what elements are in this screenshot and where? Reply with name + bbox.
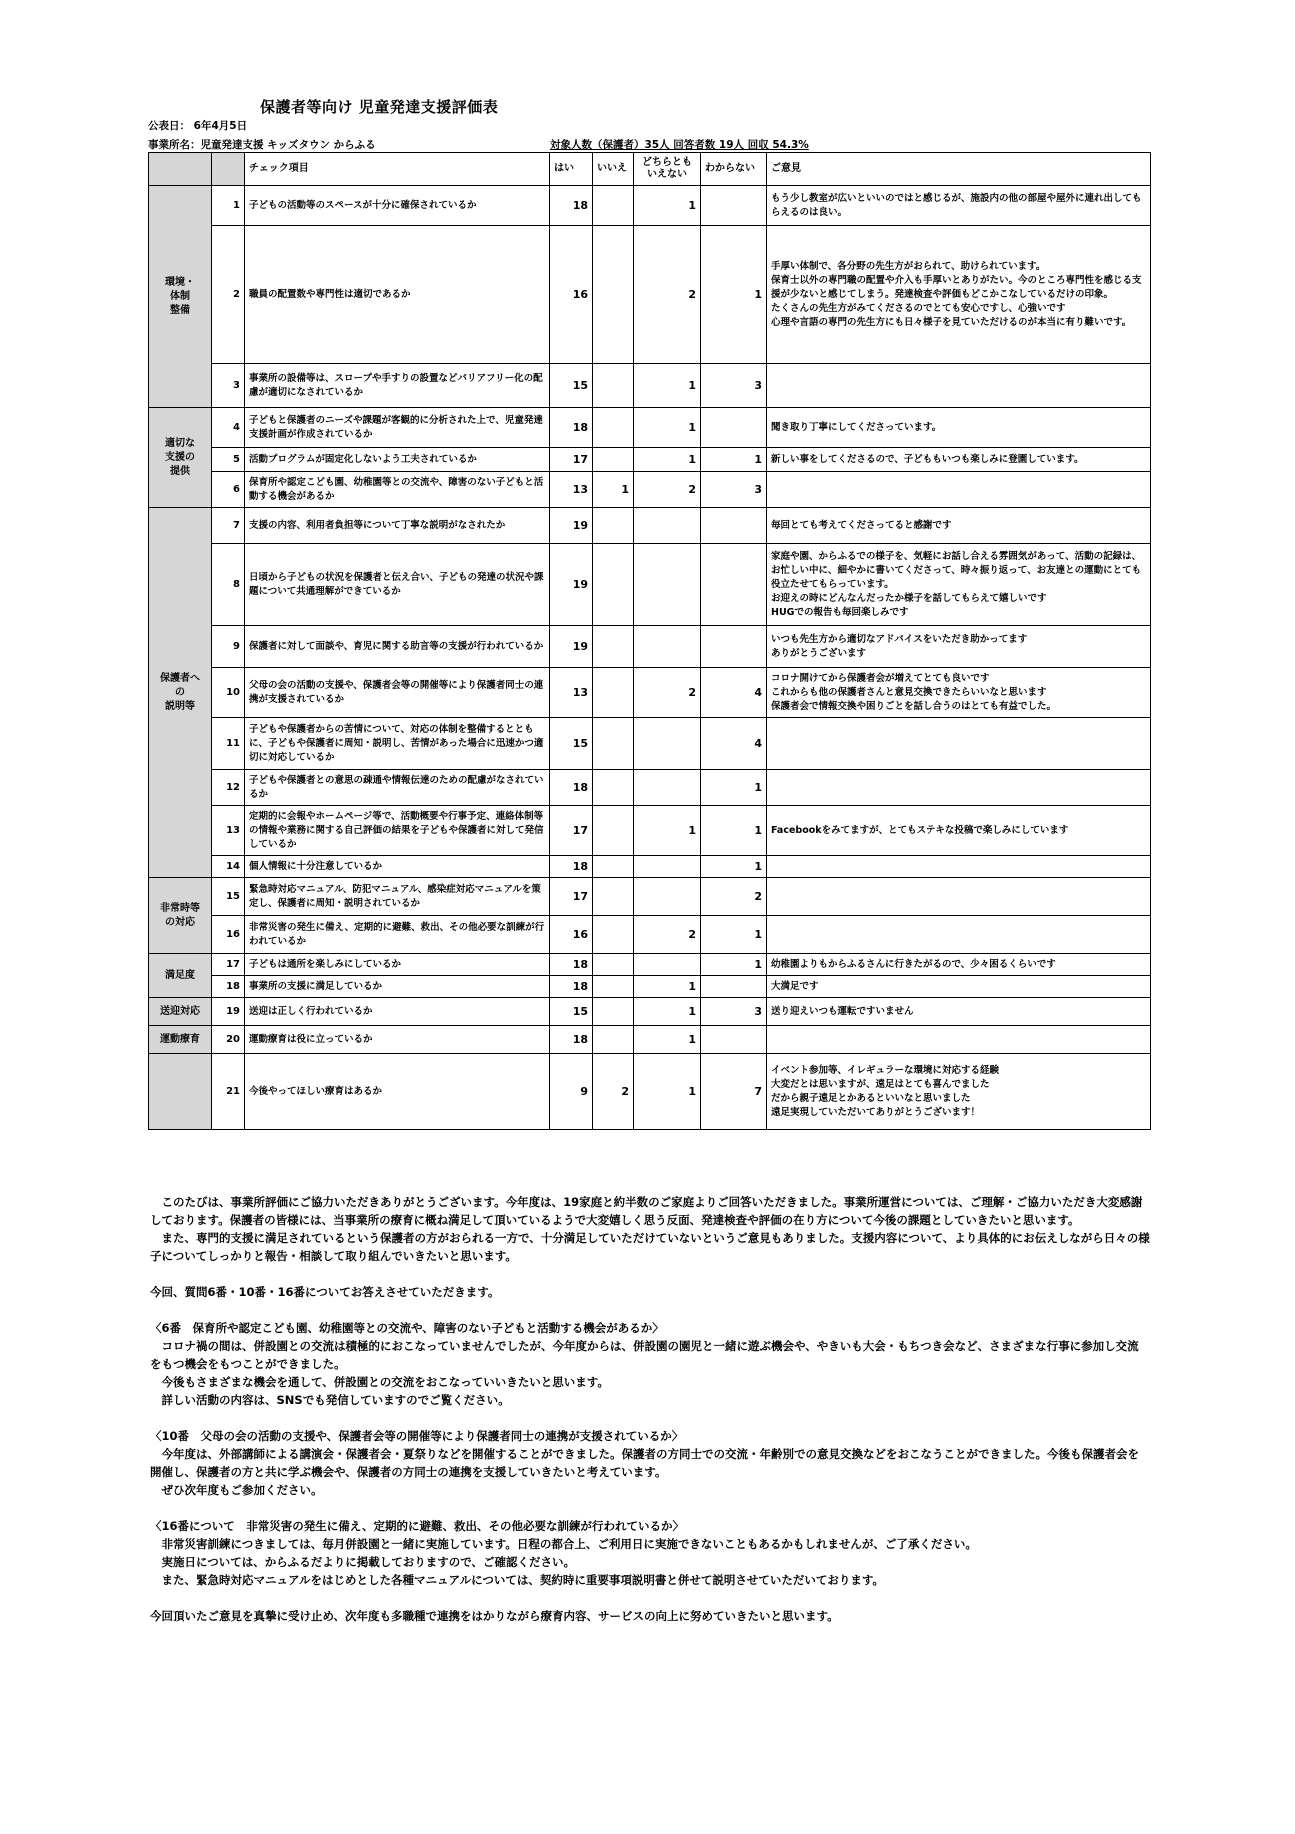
comment: 家庭や園、からふるでの様子を、気軽にお話し合える雰囲気があって、活動の記録は、お忙しい中に、細やかに書いてくださって、時々振り返って、お友達との運動にとても役立たせてもらっています。 お迎えの時にどんなんだったか様子を話してもらえて嬉しいです HUGでの報告も毎回楽しみです — [767, 544, 1151, 626]
table-row — [149, 954, 1151, 976]
table-row — [149, 544, 1151, 626]
category-label — [149, 1054, 212, 1130]
count-no — [593, 856, 634, 878]
count-no — [593, 1026, 634, 1054]
item-number: 9 — [212, 626, 245, 668]
check-item: 職員の配置数や専門性は適切であるか — [245, 226, 550, 364]
table-row — [149, 916, 1151, 954]
count-no — [593, 668, 634, 718]
category-label: 適切な 支援の 提供 — [149, 408, 212, 508]
item-number: 12 — [212, 770, 245, 806]
count-unknown: 2 — [701, 878, 767, 916]
publish-date: 公表日： 6年4月5日 — [148, 120, 248, 132]
body-paragraph: また、緊急時対応マニュアルをはじめとした各種マニュアルについては、契約時に重要事項説明書と併せて説明させていただいております。 — [150, 1573, 884, 1587]
check-item: 子どもの活動等のスペースが十分に確保されているか — [245, 186, 550, 226]
count-neither: 2 — [634, 916, 701, 954]
count-no — [593, 226, 634, 364]
body-paragraph: コロナ禍の間は、併設園との交流は積極的におこなっていませんでしたが、今年度からは、併設園の園児と一緒に遊ぶ機会や、やきいも大会・もちつき会など、さまざまな行事に参加し交流をもつ機会をもつことができました。 — [150, 1339, 1139, 1371]
response-counts: 対象人数（保護者）35人 回答者数 19人 回収 54.3% — [550, 139, 809, 151]
comment — [767, 718, 1151, 770]
count-unknown: 1 — [701, 856, 767, 878]
table-header-row — [149, 153, 1151, 186]
comment: 送り迎えいつも運転ですいません — [767, 998, 1151, 1026]
body-paragraph: 詳しい活動の内容は、SNSでも発信していますのでご覧ください。 — [150, 1393, 510, 1407]
count-yes: 18 — [550, 856, 593, 878]
count-unknown: 1 — [701, 226, 767, 364]
table-row — [149, 408, 1151, 448]
count-no — [593, 508, 634, 544]
table-row — [149, 718, 1151, 770]
count-no — [593, 544, 634, 626]
item-number: 11 — [212, 718, 245, 770]
count-yes: 17 — [550, 448, 593, 472]
count-unknown: 1 — [701, 448, 767, 472]
table-row — [149, 448, 1151, 472]
check-item: 父母の会の活動の支援や、保護者会等の開催等により保護者同士の連携が支援されているか — [245, 668, 550, 718]
comment — [767, 878, 1151, 916]
count-neither — [634, 770, 701, 806]
check-item: 子どもと保護者のニーズや課題が客観的に分析された上で、児童発達支援計画が作成されているか — [245, 408, 550, 448]
header-comments: ご意見 — [767, 153, 1151, 186]
table-row — [149, 878, 1151, 916]
table-row — [149, 472, 1151, 508]
category-label: 運動療育 — [149, 1026, 212, 1054]
count-no — [593, 770, 634, 806]
check-item: 事業所の支援に満足しているか — [245, 976, 550, 998]
table-row — [149, 1054, 1151, 1130]
item-number: 16 — [212, 916, 245, 954]
count-neither: 1 — [634, 1054, 701, 1130]
count-unknown — [701, 186, 767, 226]
count-neither — [634, 954, 701, 976]
body-paragraph: 〈10番 父母の会の活動の支援や、保護者会等の開催等により保護者同士の連携が支援されているか〉 — [150, 1429, 684, 1443]
comment: 聞き取り丁寧にしてくださっています。 — [767, 408, 1151, 448]
comment: Facebookをみてますが、とてもステキな投稿で楽しみにしています — [767, 806, 1151, 856]
check-item: 送迎は正しく行われているか — [245, 998, 550, 1026]
count-yes: 13 — [550, 472, 593, 508]
count-unknown — [701, 1026, 767, 1054]
count-no — [593, 954, 634, 976]
count-neither — [634, 626, 701, 668]
body-paragraph: 非常災害訓練につきましては、毎月併設園と一緒に実施しています。日程の都合上、ご利用日に実施できないこともあるかもしれませんが、ご了承ください。 — [150, 1537, 977, 1551]
count-yes: 13 — [550, 668, 593, 718]
header-category — [149, 153, 212, 186]
count-unknown: 3 — [701, 472, 767, 508]
check-item: 子どもや保護者からの苦情について、対応の体制を整備するとともに、子どもや保護者に周知・説明し、苦情があった場合に迅速かつ適切に対応しているか — [245, 718, 550, 770]
check-item: 運動療育は役に立っているか — [245, 1026, 550, 1054]
table-row — [149, 770, 1151, 806]
body-paragraph: 今後もさまざまな機会を通して、併設園との交流をおこなっていいきたいと思います。 — [150, 1375, 609, 1389]
category-label: 保護者へ の 説明等 — [149, 508, 212, 878]
count-yes: 18 — [550, 954, 593, 976]
count-neither — [634, 508, 701, 544]
check-item: 活動プログラムが固定化しないよう工夫されているか — [245, 448, 550, 472]
check-item: 支援の内容、利用者負担等について丁寧な説明がなされたか — [245, 508, 550, 544]
comment — [767, 472, 1151, 508]
paragraph-gap — [150, 1409, 1150, 1427]
table-row — [149, 508, 1151, 544]
office-name: 事業所名：児童発達支援 キッズタウン からふる — [148, 139, 376, 151]
response-text — [150, 1193, 1150, 1625]
item-number: 4 — [212, 408, 245, 448]
comment: いつも先生方から適切なアドバイスをいただき助かってます ありがとうございます — [767, 626, 1151, 668]
category-label: 満足度 — [149, 954, 212, 998]
table-body — [149, 186, 1151, 1130]
item-number: 19 — [212, 998, 245, 1026]
body-paragraph: 〈16番について 非常災害の発生に備え、定期的に避難、救出、その他必要な訓練が行われているか〉 — [150, 1519, 684, 1533]
count-yes: 16 — [550, 226, 593, 364]
evaluation-table — [148, 152, 1151, 1130]
table-row — [149, 976, 1151, 998]
comment — [767, 856, 1151, 878]
item-number: 17 — [212, 954, 245, 976]
count-neither: 1 — [634, 998, 701, 1026]
table-row — [149, 1026, 1151, 1054]
count-neither — [634, 544, 701, 626]
comment: 幼稚園よりもからふるさんに行きたがるので、少々困るくらいです — [767, 954, 1151, 976]
count-no — [593, 878, 634, 916]
count-yes: 18 — [550, 1026, 593, 1054]
item-number: 8 — [212, 544, 245, 626]
table-row — [149, 806, 1151, 856]
item-number: 7 — [212, 508, 245, 544]
body-paragraph: 今回頂いたご意見を真摯に受け止め、次年度も多職種で連携をはかりながら療育内容、サービスの向上に努めていきたいと思います。 — [150, 1609, 839, 1623]
count-unknown: 1 — [701, 770, 767, 806]
count-neither: 1 — [634, 1026, 701, 1054]
count-unknown — [701, 408, 767, 448]
count-neither: 1 — [634, 806, 701, 856]
check-item: 事業所の設備等は、スロープや手すりの設置などバリアフリー化の配慮が適切になされているか — [245, 364, 550, 408]
count-no — [593, 998, 634, 1026]
paragraph-gap — [150, 1301, 1150, 1319]
count-yes: 15 — [550, 364, 593, 408]
page-title: 保護者等向け 児童発達支援評価表 — [260, 98, 499, 116]
header-item: チェック項目 — [245, 153, 550, 186]
comment — [767, 916, 1151, 954]
check-item: 保護者に対して面談や、育児に関する助言等の支援が行われているか — [245, 626, 550, 668]
paragraph-gap — [150, 1265, 1150, 1283]
count-yes: 15 — [550, 718, 593, 770]
check-item: 日頃から子どもの状況を保護者と伝え合い、子どもの発達の状況や課題について共通理解ができているか — [245, 544, 550, 626]
check-item: 非常災害の発生に備え、定期的に避難、救出、その他必要な訓練が行われているか — [245, 916, 550, 954]
comment: 毎回とても考えてくださってると感謝です — [767, 508, 1151, 544]
comment: もう少し教室が広いといいのではと感じるが、施設内の他の部屋や屋外に連れ出してもらえるのは良い。 — [767, 186, 1151, 226]
count-unknown: 1 — [701, 954, 767, 976]
check-item: 子どもは通所を楽しみにしているか — [245, 954, 550, 976]
item-number: 21 — [212, 1054, 245, 1130]
category-label: 環境・ 体制 整備 — [149, 186, 212, 408]
count-unknown — [701, 544, 767, 626]
body-paragraph: 今回、質問6番・10番・16番についてお答えさせていただきます。 — [150, 1285, 500, 1299]
table-row — [149, 226, 1151, 364]
count-neither: 2 — [634, 472, 701, 508]
header-unknown: わからない — [701, 153, 767, 186]
header-neither: どちらとも いえない — [634, 153, 701, 186]
header-yes: はい — [550, 153, 593, 186]
count-no — [593, 364, 634, 408]
count-yes: 17 — [550, 878, 593, 916]
count-unknown: 3 — [701, 998, 767, 1026]
item-number: 20 — [212, 1026, 245, 1054]
item-number: 18 — [212, 976, 245, 998]
count-unknown: 1 — [701, 916, 767, 954]
count-unknown: 1 — [701, 806, 767, 856]
count-unknown: 3 — [701, 364, 767, 408]
count-neither: 1 — [634, 448, 701, 472]
count-neither: 1 — [634, 364, 701, 408]
table-row — [149, 364, 1151, 408]
paragraph-gap — [150, 1589, 1150, 1607]
check-item: 子どもや保護者との意思の疎通や情報伝達のための配慮がなされているか — [245, 770, 550, 806]
count-neither — [634, 856, 701, 878]
comment: 手厚い体制で、各分野の先生方がおられて、助けられています。 保育士以外の専門職の配置や介入も手厚いとありがたい。今のところ専門性を感じる支援が少ないと感じてしまう。発達検査や評価もどこかこなしているだけの印象。 たくさんの先生方がみてくださるのでとても安心ですし、心強いです 心理や言語の専門の先生方にも日々様子を見ていただけるのが本当に有り難いです。 — [767, 226, 1151, 364]
count-yes: 18 — [550, 186, 593, 226]
item-number: 13 — [212, 806, 245, 856]
count-neither: 2 — [634, 668, 701, 718]
category-label: 非常時等 の対応 — [149, 878, 212, 954]
count-unknown — [701, 976, 767, 998]
body-paragraph: ぜひ次年度もご参加ください。 — [150, 1483, 323, 1497]
count-yes: 15 — [550, 998, 593, 1026]
count-no — [593, 916, 634, 954]
count-no — [593, 976, 634, 998]
count-unknown — [701, 626, 767, 668]
count-yes: 19 — [550, 508, 593, 544]
body-paragraph: このたびは、事業所評価にご協力いただきありがとうございます。今年度は、19家庭と約半数のご家庭よりご回答いただきました。事業所運営については、ご理解・ご協力いただき大変感謝しております。保護者の皆様には、当事業所の療育に概ね満足して頂いているようで大変嬉しく思う反面、発達検査や評価の在り方について今後の課題としていきたいと思います。 — [150, 1195, 1143, 1227]
body-paragraph: 今年度は、外部講師による講演会・保護者会・夏祭りなどを開催することができました。保護者の方同士での交流・年齢別での意見交換などをおこなうことができました。今後も保護者会を開催し、保護者の方と共に学ぶ機会や、保護者の方同士の連携を支援していきたいと考えています。 — [150, 1447, 1139, 1479]
count-yes: 18 — [550, 976, 593, 998]
count-no — [593, 806, 634, 856]
item-number: 5 — [212, 448, 245, 472]
count-unknown: 7 — [701, 1054, 767, 1130]
count-yes: 18 — [550, 770, 593, 806]
category-label: 送迎対応 — [149, 998, 212, 1026]
count-no: 2 — [593, 1054, 634, 1130]
count-unknown — [701, 508, 767, 544]
comment: 新しい事をしてくださるので、子どももいつも楽しみに登園しています。 — [767, 448, 1151, 472]
count-no — [593, 718, 634, 770]
count-neither: 2 — [634, 226, 701, 364]
check-item: 今後やってほしい療育はあるか — [245, 1054, 550, 1130]
comment — [767, 364, 1151, 408]
paragraph-gap — [150, 1499, 1150, 1517]
table-row — [149, 626, 1151, 668]
count-neither — [634, 878, 701, 916]
count-yes: 9 — [550, 1054, 593, 1130]
item-number: 14 — [212, 856, 245, 878]
count-yes: 19 — [550, 544, 593, 626]
count-neither: 1 — [634, 408, 701, 448]
check-item: 保育所や認定こども園、幼稚園等との交流や、障害のない子どもと活動する機会があるか — [245, 472, 550, 508]
item-number: 2 — [212, 226, 245, 364]
count-no: 1 — [593, 472, 634, 508]
item-number: 10 — [212, 668, 245, 718]
count-yes: 18 — [550, 408, 593, 448]
count-neither: 1 — [634, 976, 701, 998]
table-row — [149, 186, 1151, 226]
body-paragraph: また、専門的支援に満足されているという保護者の方がおられる一方で、十分満足していただけていないというご意見もありました。支援内容について、より具体的にお伝えしながら日々の様子についてしっかりと報告・相談して取り組んでいきたいと思います。 — [150, 1231, 1150, 1263]
count-yes: 17 — [550, 806, 593, 856]
check-item: 個人情報に十分注意しているか — [245, 856, 550, 878]
item-number: 15 — [212, 878, 245, 916]
item-number: 3 — [212, 364, 245, 408]
count-yes: 16 — [550, 916, 593, 954]
check-item: 緊急時対応マニュアル、防犯マニュアル、感染症対応マニュアルを策定し、保護者に周知・説明されているか — [245, 878, 550, 916]
check-item: 定期的に会報やホームページ等で、活動概要や行事予定、連絡体制等の情報や業務に関する自己評価の結果を子どもや保護者に対して発信しているか — [245, 806, 550, 856]
table-row — [149, 668, 1151, 718]
table-row — [149, 998, 1151, 1026]
body-paragraph: 〈6番 保育所や認定こども園、幼稚園等との交流や、障害のない子どもと活動する機会があるか〉 — [150, 1321, 664, 1335]
header-number — [212, 153, 245, 186]
comment — [767, 770, 1151, 806]
item-number: 1 — [212, 186, 245, 226]
count-no — [593, 626, 634, 668]
count-neither — [634, 718, 701, 770]
comment: 大満足です — [767, 976, 1151, 998]
item-number: 6 — [212, 472, 245, 508]
comment: イベント参加等、イレギュラーな環境に対応する経験 大変だとは思いますが、遠足はとても喜んでました だから親子遠足とかあるといいなと思いました 遠足実現していただいてありがとうございます！ — [767, 1054, 1151, 1130]
count-no — [593, 186, 634, 226]
count-no — [593, 408, 634, 448]
count-no — [593, 448, 634, 472]
comment — [767, 1026, 1151, 1054]
count-unknown: 4 — [701, 668, 767, 718]
count-yes: 19 — [550, 626, 593, 668]
count-neither: 1 — [634, 186, 701, 226]
comment: コロナ開けてから保護者会が増えてとても良いです これからも他の保護者さんと意見交換できたらいいなと思います 保護者会で情報交換や困りごとを話し合うのはとても有益でした。 — [767, 668, 1151, 718]
table-row — [149, 856, 1151, 878]
header-no: いいえ — [593, 153, 634, 186]
body-paragraph: 実施日については、からふるだよりに掲載しておりますので、ご確認ください。 — [150, 1555, 576, 1569]
count-unknown: 4 — [701, 718, 767, 770]
